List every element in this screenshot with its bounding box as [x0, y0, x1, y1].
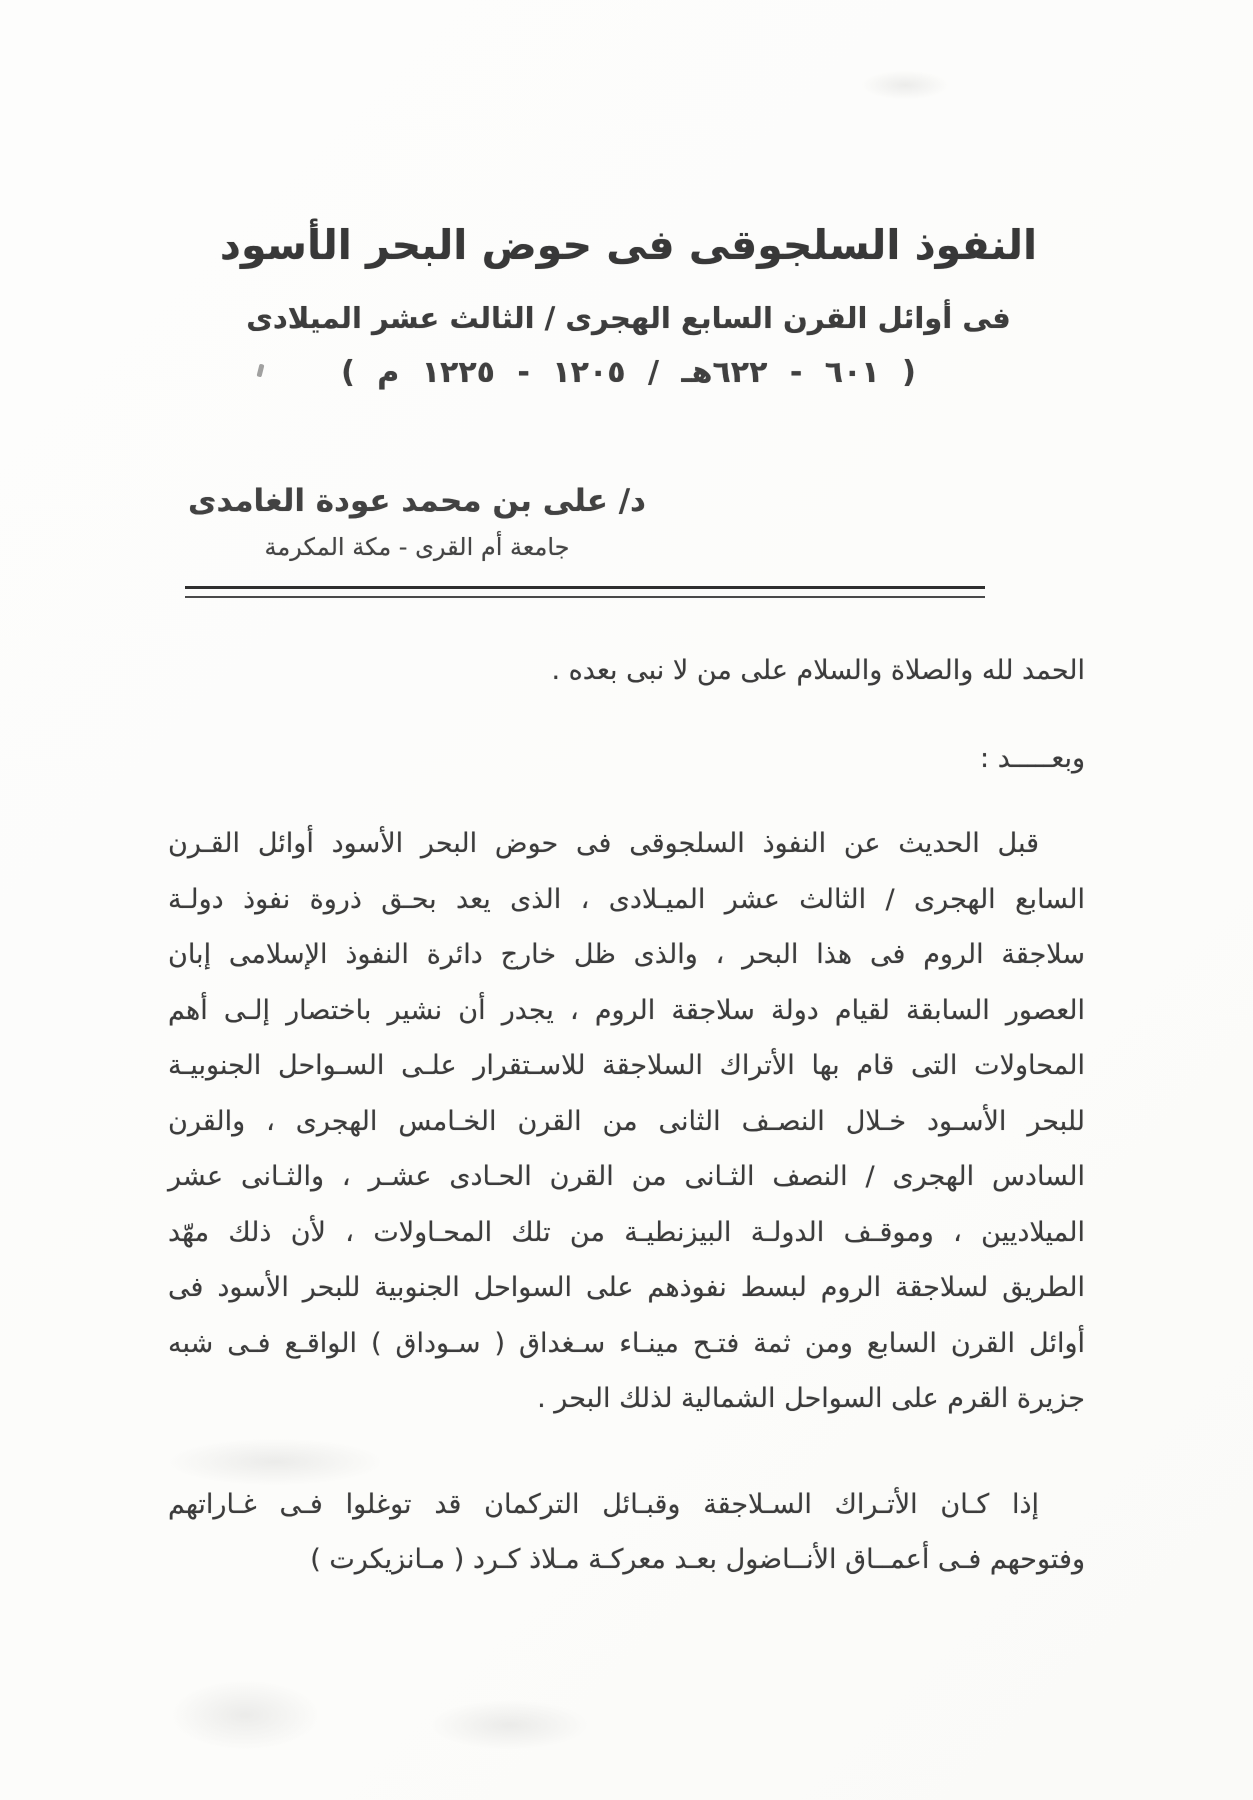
author-block [167, 483, 667, 561]
paragraph-line: السابع الهجرى / الثالث عشر الميـلادى ، الذى يعد بحـق ذروة نفوذ دولـة [168, 883, 1085, 915]
scan-smudge [170, 1680, 320, 1750]
paragraph-line: سلاجقة الروم فى هذا البحر ، والذى ظل خارج دائرة النفوذ الإسلامى إبان [168, 939, 1085, 970]
opening-praise-line: الحمد لله والصلاة والسلام على من لا نبى بعده . [551, 655, 1085, 686]
author-name: د/ على بن محمد عودة الغامدى [188, 483, 646, 519]
paragraph-line: الطريق لسلاجقة الروم لبسط نفوذهم على السواحل الجنوبية للبحر الأسود فى [168, 1272, 1085, 1303]
paragraph-line: السادس الهجرى / النصف الثـانى من القرن الحـادى عشـر ، والثـانى عشر [168, 1161, 1085, 1192]
paragraph-line: إذا كـان الأتـراك السـلاجقة وقبـائل التركمان قد توغلوا فـى غـاراتهم [168, 1488, 1039, 1520]
article-date-range: ( ٦٠١ - ٦٢٢هـ / ١٢٠٥ - ١٢٢٥ م ) [341, 355, 916, 391]
paragraph-line: أوائل القرن السابع ومن ثمة فتـح مينـاء سـغداق ( سـوداق ) الواقـع فـى شبه [168, 1327, 1085, 1359]
header-divider-rule [185, 586, 985, 598]
article-header [170, 214, 1087, 390]
scan-smudge [860, 70, 950, 100]
paragraph-line: وفتوحهم فـى أعمــاق الأنــاضول بعـد معركـة مـلاذ كـرد ( مـانزيكرت ) [310, 1544, 1085, 1575]
paragraph-line: للبحر الأسـود خـلال النصـف الثانى من القرن الخـامس الهجرى ، والقرن [168, 1105, 1085, 1137]
paragraph-line: قبل الحديث عن النفوذ السلجوقى فى حوض البحر الأسود أوائل القـرن [168, 828, 1039, 859]
paragraph-2 [168, 1477, 1085, 1588]
paragraph-1 [168, 816, 1085, 1427]
preamble-word-line: وبعـــــد : [980, 742, 1085, 774]
scan-smudge [430, 1700, 590, 1750]
paragraph-line: المحاولات التى قام بها الأتراك السلاجقة للاسـتقرار علـى السـواحل الجنوبيـة [168, 1050, 1085, 1081]
paragraph-line: الميلاديين ، وموقـف الدولـة البيزنطيـة من تلك المحـاولات ، لأن ذلك مهّد [168, 1216, 1085, 1248]
paragraph-line: العصور السابقة لقيام دولة سلاجقة الروم ، يجدر أن نشير باختصار إلـى أهم [168, 994, 1085, 1026]
article-title: النفوذ السلجوقى فى حوض البحر الأسود [219, 221, 1038, 269]
article-body [168, 643, 1085, 1588]
author-affiliation: جامعة أم القرى - مكة المكرمة [264, 533, 570, 561]
paragraph-line: جزيرة القرم على السواحل الشمالية لذلك البحر . [537, 1383, 1085, 1414]
article-subtitle: فى أوائل القرن السابع الهجرى / الثالث عشر الميلادى [246, 300, 1011, 335]
